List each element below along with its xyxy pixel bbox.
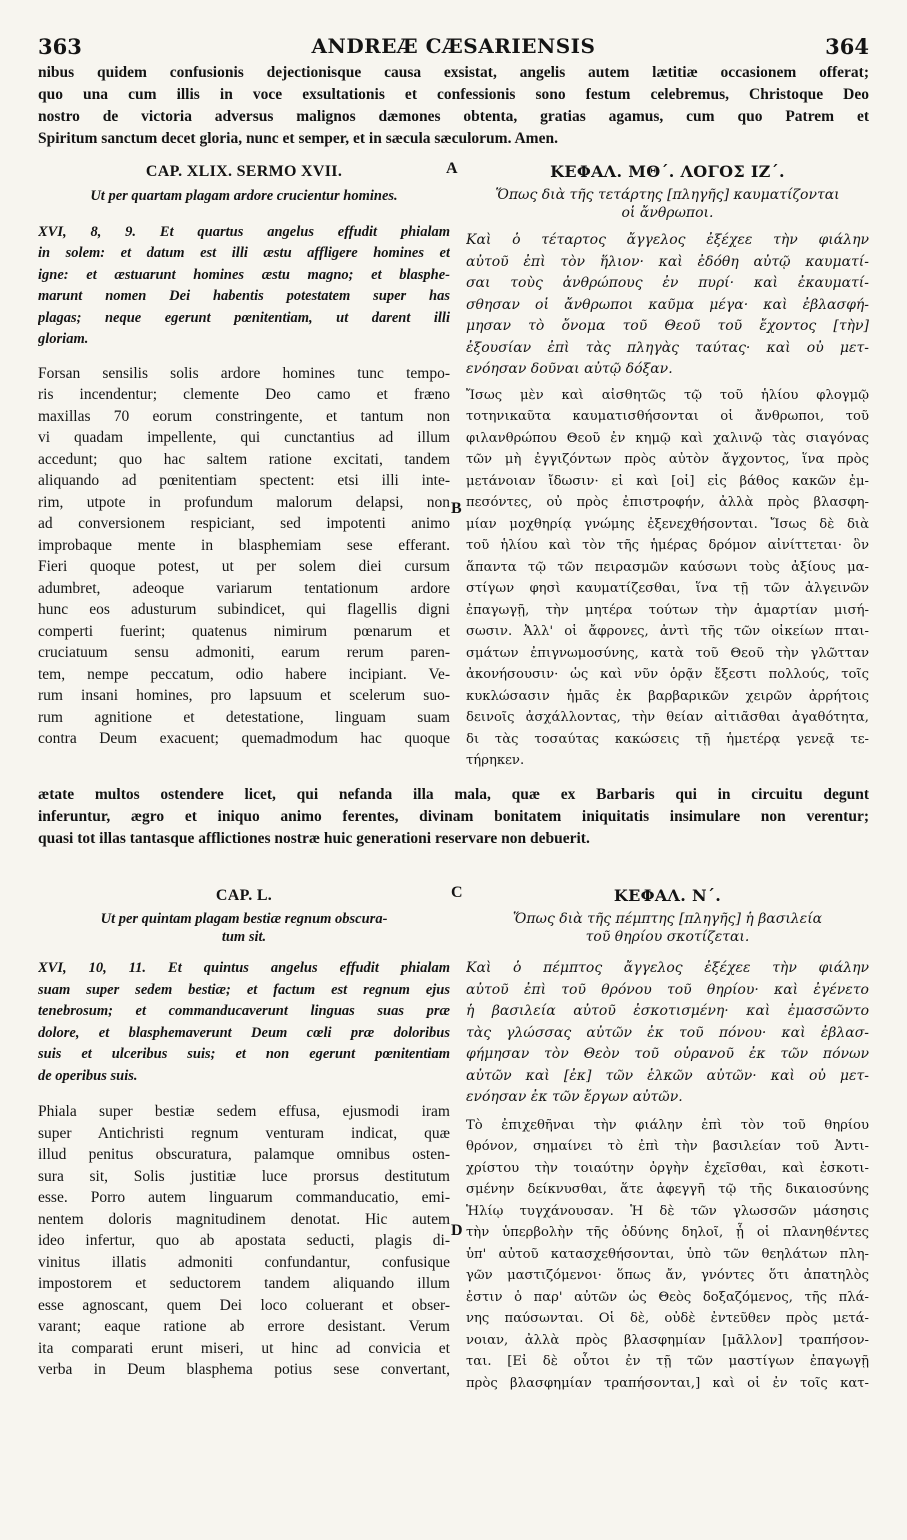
running-title: ANDREÆ CÆSARIENSIS [311, 34, 596, 58]
section-marker-c: C [451, 884, 463, 901]
latin-chapter-subtitle: Ut per quintam plagam bestiæ regnum obscura- tum sit. [100, 911, 388, 945]
intro-line: quo una cum illis in voce exsultationis et confessionis sono festum celebremus, Christoque Deo [38, 86, 869, 103]
latin-commentary: Forsan sensilis solis ardore homines tunc tempo- ris incendentur; clemente Deo camo et fræno maxillas 70 eorum constringente, et tantum non vi quadam impellente, qui cunctantius ad illum accedunt; quo hac saltem ratione excitati, tandem aliquando ad pœnitentiam spectent: etsi illi inte- rim, utpote in profundum malorum delapsi, non ad conversionem respiciant, sed impotenti animo improbaque mente in blasphemiam sese efferant. Fieri quoque potest, ut per solem diei cursum adumbret, adeoque variarum tentationum ardore hunc eos adusturum subindicet, qui flagellis digni comperti fuerint; quatenus nimirum pœnarum et cruciatuum sensu admoniti, earum rerum paren- tem, nempe peccatum, odio habere incipiant. Ve- rum insani homines, pro lapsuum et scelerum suo- rum agnitione et detestatione, linguam suam contra Deum exacuent; quemadmodum hac quoque [38, 364, 450, 747]
page-number-right: 364 [825, 34, 869, 59]
latin-scripture-text: XVI, 10, 11. Et quintus angelus effudit phialam suam super sedem bestiæ; et factum est regnum ejus tenebrosum; et commanducaverunt linguas suas præ dolore, et blasphemaverunt Deum cœli præ doloribus suis et ulceribus suis; et non egerunt pœnitentiam de operibus suis. [38, 960, 450, 1084]
greek-commentary: Ἴσως μὲν καὶ αἰσθητῶς τῷ τοῦ ἡλίου φλογμῷ τοτηνικαῦτα καυματισθήσονται οἱ ἄνθρωποι, τοῦ φιλανθρώπου Θεοῦ ἐν κημῷ καὶ χαλινῷ τὰς σιαγόνας τῶν μὴ ἐγγιζόντων πρὸς αὐτὸν ἄγχοντος, ἵνα πρὸς μετάνοιαν ἴδωσιν· εἰ καὶ [οἱ] εἰς βάθος κακῶν ἐμ- πεσόντες, οὐ πρὸς ἐπιστροφήν, ἀλλὰ πρὸς βλασφη- μίαν μοχθηρίᾳ γνώμης ἐξενεχθήσονται. Ἴσως δὲ διὰ τοῦ ἡλίου καὶ τὸν τῆς ἡμέρας δρόμον αἰνίττεται· ὃν ἅπαντα τῷ τῶν πειρασμῶν καύσωνι τοὺς ἀξίους μα- στίγων φησὶ καυματίζεσθαι, ἵνα τῇ τῶν ἀλγεινῶν ἐπαγωγῇ, τὴν μητέρα τούτων τὴν ἁμαρτίαν μισή- σωσιν. Ἀλλ' οἱ ἄφρονες, ἀντὶ τῆς τῶν οἰκείων πται- σμάτων ἐπιγνωμοσύνης, κατὰ τοῦ Θεοῦ τὴν γλῶτταν ἀκονήσουσιν· ὡς καὶ νῦν ὁρᾷν ἔξεστι πολλούς, τοῖς κυκλώσασιν ἡμᾶς ἐκ βαρβαρικῶν χειρῶν ἀρρήτοις δεινοῖς ἀσχάλλοντας, τὴν θείαν αἰτιᾶσθαι ἀγαθότητα, δι τὰς τοσαύτας κακώσεις τῇ ἡμετέρᾳ γενεᾷ τε- τήρηκεν. [466, 387, 869, 768]
page-number-left: 363 [38, 34, 82, 59]
intro-paragraph [38, 62, 869, 150]
latin-commentary: Phiala super bestiæ sedem effusa, ejusmodi iram super Antichristi regnum venturam indicat, quæ illud penitus obscuratura, palamque omnibus osten- sura sit, Solis justitiæ luce prorsus destitutum esse. Porro autem linguarum commanducatio, emi- nentem doloris magnitudinem denotat. Hic autem ideo infertur, quo ab apostata seducti, plagis di- vinitus illatis admoniti confundantur, confusique impostorem et seductorem tandem aliquando illum esse agnoscant, quem Dei loco coluerant et obser- varant; eaque ratione ab errore desistant. Verum ita comparati erunt miseri, ut hinc ad convicia et verba in Deum blasphema potius sese convertant, [38, 1103, 450, 1378]
intro-line: nibus quidem confusionis dejectionisque causa exsistat, angelis autem lætitiæ occasionem offerat; [38, 64, 869, 81]
greek-chapter-subtitle: Ὅπως διὰ τῆς τετάρτης [πληγῆς] καυματίζονται οἱ ἄνθρωποι. [495, 187, 840, 221]
greek-scripture-text: Καὶ ὁ πέμπτος ἄγγελος ἐξέχεε τὴν φιάλην αὐτοῦ ἐπὶ τοῦ θρόνου τοῦ θηρίου· καὶ ἐγένετο ἡ βασιλεία αὐτοῦ ἐσκοτισμένη· καὶ ἐμασσῶντο τὰς γλώσσας αὐτῶν ἐκ τοῦ πόνου· καὶ ἐβλασ- φήμησαν τὸν Θεὸν τοῦ οὐρανοῦ ἐκ τῶν πόνων αὐτῶν καὶ [ἐκ] τῶν ἑλκῶν αὐτῶν· καὶ οὐ μετ- ενόησαν ἐκ τῶν ἔργων αὐτῶν. [466, 960, 869, 1105]
latin-chapter-subtitle: Ut per quartam plagam ardore crucientur homines. [90, 188, 398, 204]
greek-commentary: Τὸ ἐπιχεθῆναι τὴν φιάλην ἐπὶ τὸν τοῦ θηρίου θρόνον, σημαίνει τὸ ἐπὶ τὴν βασιλείαν τοῦ Ἀντι- χρίστου τὴν τοιαύτην ὀργὴν ἐχεῖσθαι, καὶ ἐσκοτι- σμένην δείκνυσθαι, ἅτε ἀφεγγῆ τῷ τῆς δικαιοσύνης Ἡλίῳ τυγχάνουσαν. Ἡ δὲ τῶν γλωσσῶν μάσησις τὴν ὑπερβολὴν τῆς ὀδύνης δηλοῖ, ᾗ οἱ πλανηθέντες ὑπ' αὐτοῦ κατασχεθήσονται, ὑπὸ τῶν θεηλάτων πλη- γῶν μαστιζόμενοι· ὅπως ἄν, γνόντες ὅτι ἀπατηλὸς ἐστιν ὁ παρ' αὐτῶν ὡς Θεὸς δοξαζόμενος, τῆς πλά- νης παύσωνται. Οἱ δὲ, οὐδὲ ἐντεῦθεν πρὸς μετά- νοιαν, ἀλλὰ πρὸς βλασφημίαν [μᾶλλον] τραπήσον- ται. [Εἰ δὲ οὗτοι ἐν τῇ τῶν μαστίγων ἐπαγωγῇ πρὸς βλασφημίαν τραπήσονται,] καὶ οἱ ἐν τοῖς κατ- [466, 1117, 869, 1391]
section-marker-d: D [451, 1222, 463, 1239]
greek-chapter-subtitle: Ὅπως διὰ τῆς πέμπτης [πληγῆς] ἡ βασιλεία τοῦ θηρίου σκοτίζεται. [512, 911, 823, 945]
section-marker-b: B [451, 500, 462, 517]
full-width-lines: ætate multos ostendere licet, qui nefanda illa mala, quæ ex Barbaris qui in circuitu degunt inferuntur, ægro et iniquo animo ferentes, divinam bonitatem iniquitatis insimulare non verentur; quasi tot illas tantasque afflictiones nostræ huic generationi reservare non debuerit. [38, 786, 869, 847]
greek-column-section2 [466, 884, 869, 1394]
running-header [38, 34, 869, 60]
latin-chapter-heading: CAP. XLIX. SERMO XVII. [145, 163, 343, 180]
latin-column-section2 [38, 884, 450, 1381]
greek-chapter-heading: ΚΕΦΑΛ. Ν΄. [613, 886, 722, 905]
latin-chapter-heading: CAP. L. [215, 887, 273, 904]
greek-chapter-heading: ΚΕΦΑΛ. ΜΘ΄. ΛΟΓΟΣ ΙΖ΄. [550, 162, 785, 181]
section-marker-a: A [446, 160, 458, 177]
latin-column-section1 [38, 160, 450, 750]
intro-line: nostro de victoria adversus malignos dæmones obtenta, gratias agamus, cum quo Patrem et [38, 108, 869, 125]
latin-scripture-text: XVI, 8, 9. Et quartus angelus effudit phialam in solem: et datum est illi æstu affligere homines et igne: et æstuarunt homines æstu magno; et blasphe- marunt nomen Dei habentis potestatem super has plagas; neque egerunt pœnitentiam, ut darent illi gloriam. [38, 223, 450, 347]
intro-line: Spiritum sanctum decet gloria, nunc et semper, et in sæcula sæculorum. Amen. [38, 130, 558, 147]
greek-scripture-text: Καὶ ὁ τέταρτος ἄγγελος ἐξέχεε τὴν φιάλην αὐτοῦ ἐπὶ τὸν ἥλιον· καὶ ἐδόθη αὐτῷ καυματί- σαι τοὺς ἀνθρώπους ἐν πυρί· καὶ ἐκαυματί- σθησαν οἱ ἄνθρωποι καῦμα μέγα· καὶ ἐβλασφή- μησαν τὸ ὄνομα τοῦ Θεοῦ τοῦ ἔχοντος [τὴν] ἐξουσίαν ἐπὶ τὰς πληγὰς ταύτας· καὶ οὐ μετ- ενόησαν δοῦναι αὐτῷ δόξαν. [466, 232, 869, 377]
greek-column-section1 [466, 160, 869, 772]
